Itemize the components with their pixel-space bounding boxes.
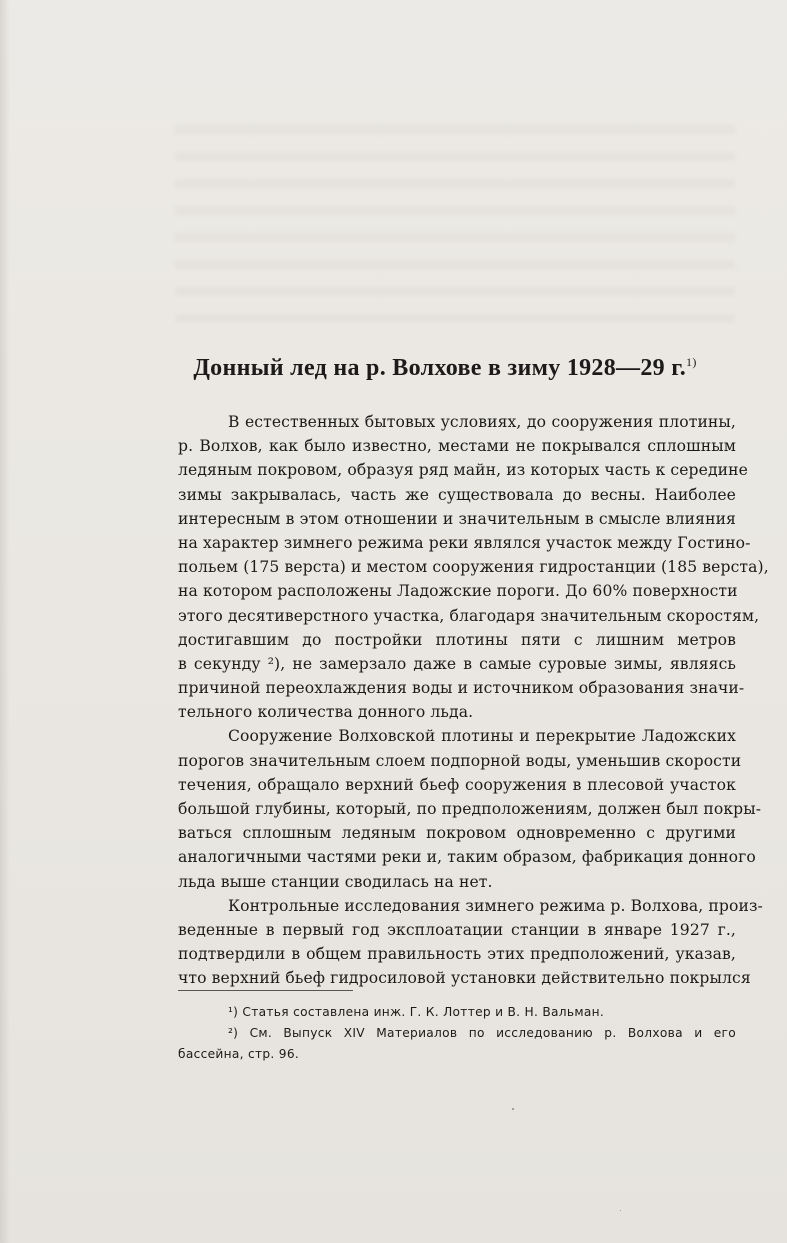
paragraph-1-line: в секунду ²), не замерзало даже в самые суровые зимы, являясь <box>178 654 736 673</box>
paragraph-1-line: В естественных бытовых условиях, до сооружения плотины, <box>228 413 736 431</box>
footnote-2-line: бассейна, стр. 96. <box>178 1047 300 1061</box>
footnote-1-line: ¹) Статья составлена инж. Г. К. Лоттер и В. Н. Вальман. <box>228 1005 605 1019</box>
paragraph-1-line: тельного количества донного льда. <box>178 703 474 722</box>
paragraph-1-line: причиной переохлаждения воды и источником образования значи- <box>178 679 745 698</box>
paragraph-3-line: подтвердили в общем правильность этих предположений, указав, <box>178 945 736 964</box>
footnote-2-line: ²) См. Выпуск XIV Материалов по исследованию р. Волхова и его <box>228 1026 736 1040</box>
article-body <box>178 410 769 991</box>
paragraph-3-line: веденные в первый год эксплоатации станции в январе 1927 г., <box>178 920 736 939</box>
paragraph-2-line: аналогичными частями реки и, таким образом, фабрикация донного <box>178 848 756 867</box>
article-title-text: Донный лед на р. Волхове в зиму 1928—29 г. <box>193 355 687 381</box>
page-edge-shadow <box>0 0 10 1243</box>
paragraph-2-line: Сооружение Волховской плотины и перекрытие Ладожских <box>228 727 736 746</box>
footnote-1 <box>178 1002 736 1023</box>
footnote-divider <box>178 990 353 991</box>
paragraph-3-line: что верхний бьеф гидросиловой установки действительно покрылся <box>178 969 751 988</box>
footnote-2 <box>178 1023 736 1065</box>
paragraph-2-line: порогов значительным слоем подпорной воды, уменьшив скорости <box>178 751 742 770</box>
paper-speck <box>620 1210 621 1211</box>
paragraph-1-line: на характер зимнего режима реки являлся участок между Гостино- <box>178 533 751 552</box>
bleed-through-text <box>175 108 735 323</box>
paragraph-1-line: польем (175 верста) и местом сооружения гидростанции (185 верста), <box>178 558 769 577</box>
paragraph-2-line: льда выше станции сводилась на нет. <box>178 872 493 891</box>
paragraph-1-line: ледяным покровом, образуя ряд майн, из которых часть к середине <box>178 461 748 480</box>
paper-speck <box>512 1108 514 1110</box>
paragraph-1-line: интересным в этом отношении и значительным в смысле влияния <box>178 509 736 528</box>
paragraph-1-line: на котором расположены Ладожские пороги. До 60% поверхности <box>178 582 738 601</box>
paragraph-3-line: Контрольные исследования зимнего режима р. Волхова, произ- <box>228 896 763 915</box>
paragraph-1-line: зимы закрывалась, часть же существовала до весны. Наиболее <box>178 485 736 504</box>
paragraph-1-line: достигавшим до постройки плотины пяти с лишним метров <box>178 630 736 649</box>
paragraph-1-line: этого десятиверстного участка, благодаря значительным скоростям, <box>178 606 760 625</box>
paragraph-2-line: ваться сплошным ледяным покровом одновременно с другими <box>178 824 736 843</box>
article-title <box>155 355 735 382</box>
title-footnote-marker: 1) <box>686 355 697 369</box>
paragraph-2-line: большой глубины, который, по предположениям, должен был покры- <box>178 800 762 818</box>
paragraph-1-line: р. Волхов, как было известно, местами не покрывался сплошным <box>178 437 736 456</box>
paragraph-2-line: течения, обращало верхний бьеф сооружения в плесовой участок <box>178 775 736 794</box>
